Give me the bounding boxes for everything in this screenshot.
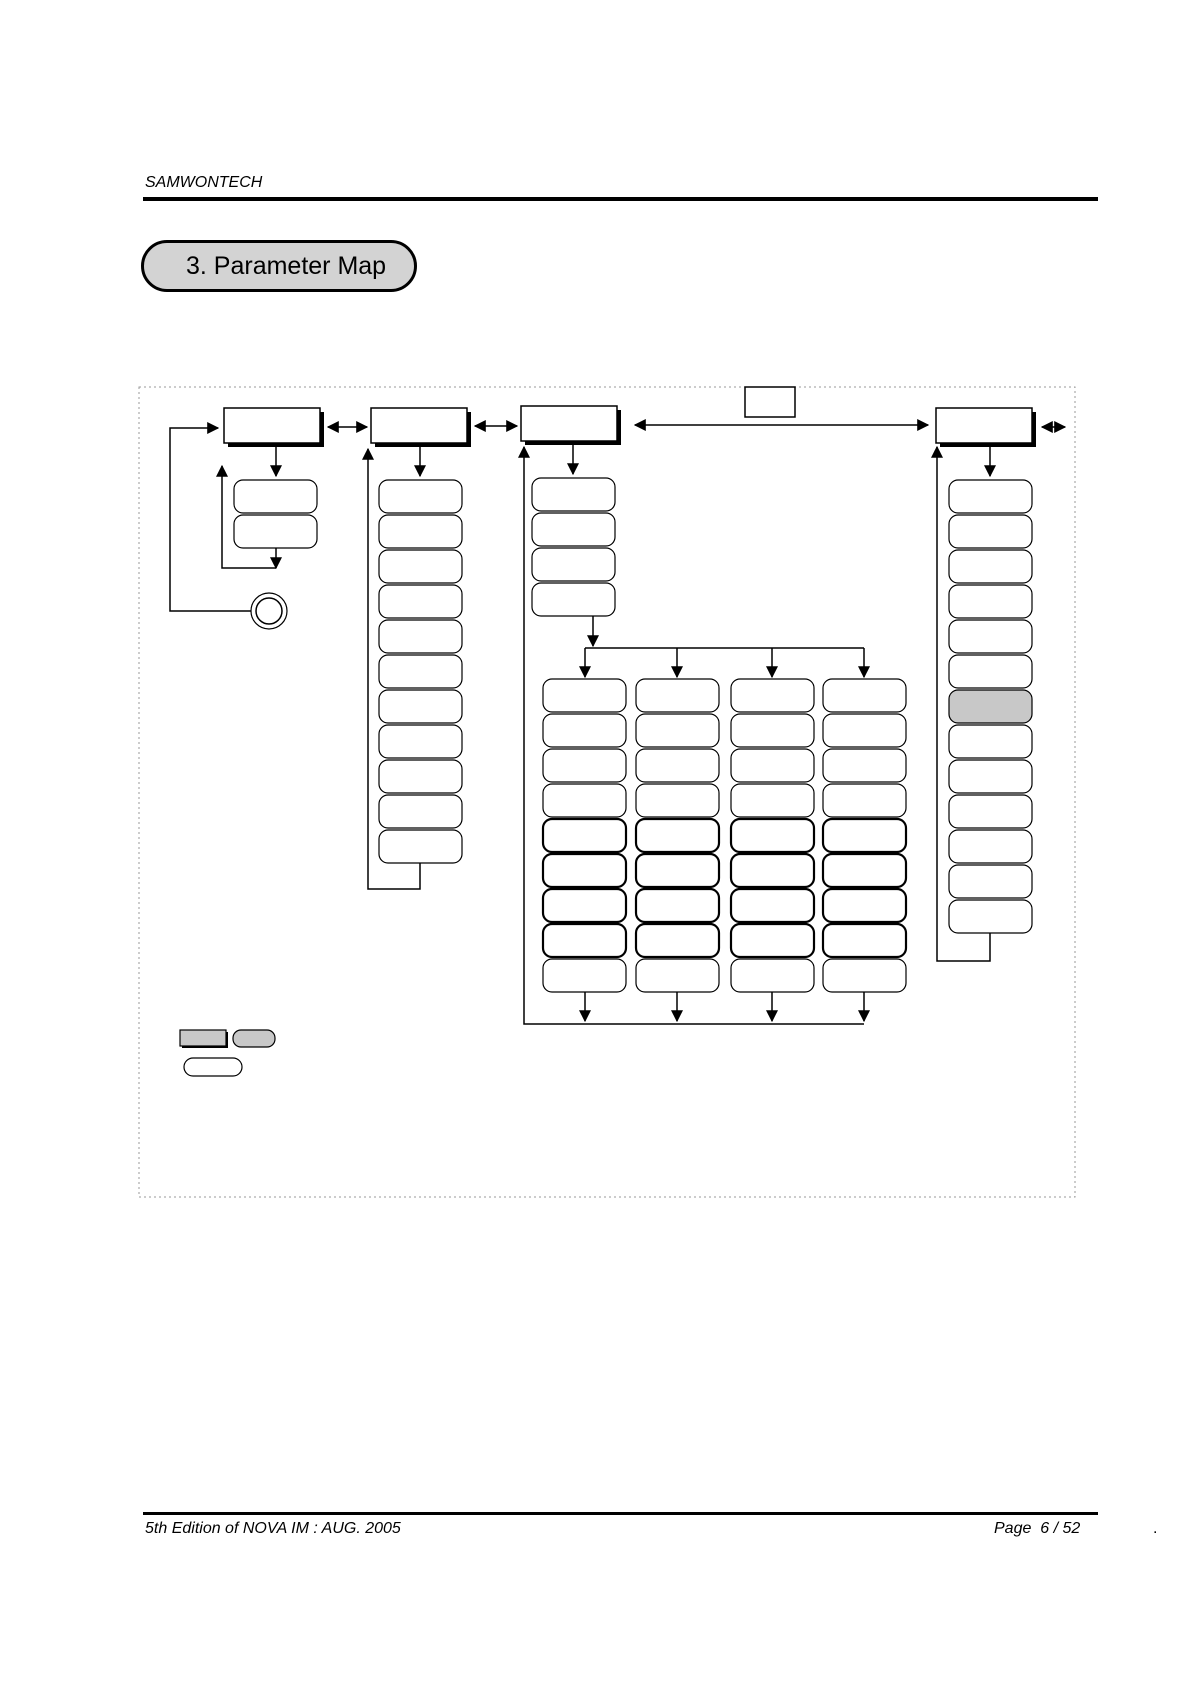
group-box-3 bbox=[521, 406, 621, 445]
column-3-items bbox=[532, 478, 615, 616]
group-box-4 bbox=[936, 408, 1036, 447]
subgrid-column-d bbox=[823, 679, 906, 992]
column-4-highlighted-item bbox=[949, 690, 1032, 723]
footer-rule bbox=[143, 1512, 1098, 1515]
footer-trailing-mark: . bbox=[1153, 1520, 1158, 1537]
subgrid-column-c bbox=[731, 679, 814, 992]
legend-item-swatch bbox=[184, 1058, 242, 1076]
footer-edition: 5th Edition of NOVA IM : AUG. 2005 bbox=[145, 1520, 401, 1537]
column-1-items bbox=[234, 480, 317, 548]
section-title: 3. Parameter Map bbox=[141, 240, 417, 292]
header-company: SAMWONTECH bbox=[145, 174, 263, 191]
column-4-items bbox=[949, 480, 1032, 933]
legend bbox=[180, 1030, 275, 1076]
legend-highlight-swatch bbox=[233, 1030, 275, 1047]
top-small-box bbox=[745, 387, 795, 417]
group-box-1 bbox=[224, 408, 324, 447]
subgrid-column-a bbox=[543, 679, 626, 992]
group-box-2 bbox=[371, 408, 471, 447]
subgrid-column-b bbox=[636, 679, 719, 992]
legend-group-swatch bbox=[180, 1030, 226, 1046]
key-circle-icon bbox=[251, 593, 287, 629]
footer-page-number: Page 6 / 52 bbox=[994, 1520, 1081, 1537]
column-2-items bbox=[379, 480, 462, 863]
